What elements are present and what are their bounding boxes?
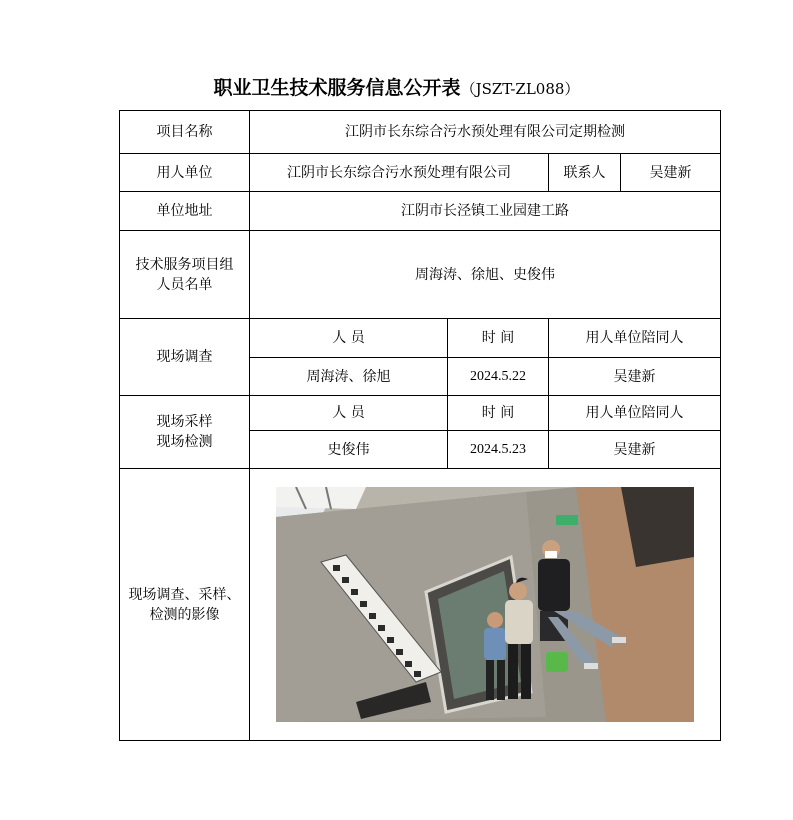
survey-staff: 周海涛、徐旭	[250, 358, 448, 396]
contact-value: 吴建新	[621, 154, 721, 192]
sampling-label	[120, 396, 250, 469]
green-sign	[556, 515, 578, 525]
project-value: 江阴市长东综合污水预处理有限公司定期检测	[250, 111, 721, 154]
row-team	[120, 231, 721, 319]
row-sampling-header	[120, 396, 721, 431]
images-label-line2: 检测的影像	[149, 606, 220, 623]
survey-label: 现场调查	[120, 319, 250, 396]
row-project	[120, 111, 721, 154]
sampling-header-escort: 用人单位陪同人	[549, 396, 721, 431]
row-images	[120, 469, 721, 741]
sampling-staff: 史俊伟	[250, 431, 448, 469]
survey-date: 2024.5.22	[448, 358, 549, 396]
images-label-line1: 现场调查、采样、	[128, 586, 241, 603]
sampling-label-line2: 现场检测	[156, 434, 213, 450]
row-survey-header	[120, 319, 721, 358]
row-address	[120, 192, 721, 231]
team-label-line1: 技术服务项目组	[135, 256, 234, 273]
sampling-label-line1: 现场采样	[156, 414, 213, 430]
survey-header-staff: 人 员	[250, 319, 448, 358]
address-label: 单位地址	[120, 192, 250, 231]
employer-value: 江阴市长东综合污水预处理有限公司	[250, 154, 549, 192]
form-code: （JSZT-ZL088）	[460, 80, 580, 98]
info-table	[119, 110, 721, 741]
project-label: 项目名称	[120, 111, 250, 154]
images-cell	[250, 469, 721, 741]
contact-label: 联系人	[549, 154, 621, 192]
survey-header-time: 时 间	[448, 319, 549, 358]
title-text: 职业卫生技术服务信息公开表	[213, 77, 461, 99]
team-label	[120, 231, 250, 319]
sampling-escort: 吴建新	[549, 431, 721, 469]
team-value: 周海涛、徐旭、史俊伟	[250, 231, 721, 319]
sampling-header-staff: 人 员	[250, 396, 448, 431]
survey-header-escort: 用人单位陪同人	[549, 319, 721, 358]
sampling-date: 2024.5.23	[448, 431, 549, 469]
address-value: 江阴市长泾镇工业园建工路	[250, 192, 721, 231]
images-label	[120, 469, 250, 741]
canopy	[276, 487, 366, 509]
team-label-line2: 人员名单	[156, 276, 213, 293]
row-employer	[120, 154, 721, 192]
site-photo	[276, 487, 694, 722]
page-title	[0, 76, 793, 101]
sampling-header-time: 时 间	[448, 396, 549, 431]
employer-label: 用人单位	[120, 154, 250, 192]
survey-escort: 吴建新	[549, 358, 721, 396]
